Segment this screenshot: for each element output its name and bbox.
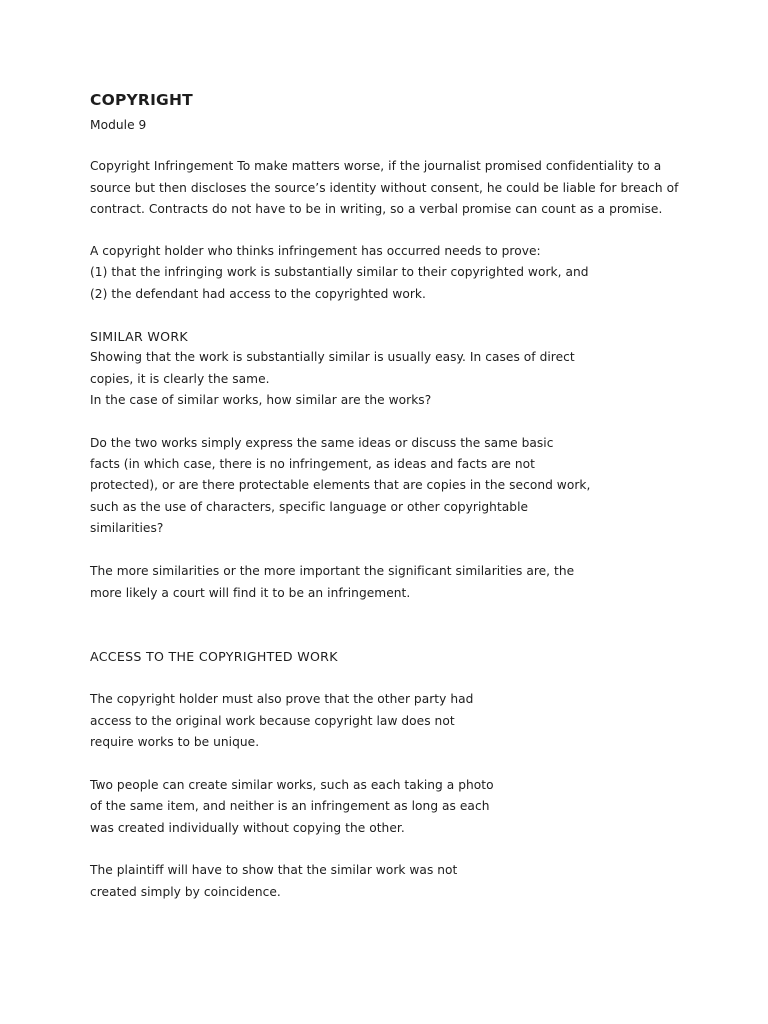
intro-line-2: source but then discloses the source’s identity without consent, he could be liable for breach of bbox=[90, 181, 679, 195]
prove-line-3: (2) the defendant had access to the copyrighted work. bbox=[90, 287, 426, 301]
similar-p2-line-4: such as the use of characters, specific language or other copyrightable bbox=[90, 500, 529, 514]
access-p2-line-3: was created individually without copying the other. bbox=[90, 821, 405, 835]
similar-work-heading: SIMILAR WORK bbox=[90, 329, 188, 344]
access-p3-line-1: The plaintiff will have to show that the similar work was not bbox=[90, 863, 458, 877]
prove-line-1: A copyright holder who thinks infringement has occurred needs to prove: bbox=[90, 244, 541, 258]
document-title: COPYRIGHT bbox=[90, 91, 193, 109]
prove-line-2: (1) that the infringing work is substantially similar to their copyrighted work, and bbox=[90, 265, 589, 279]
similar-p2-line-2: facts (in which case, there is no infringement, as ideas and facts are not bbox=[90, 457, 536, 471]
access-p1-line-3: require works to be unique. bbox=[90, 735, 260, 749]
similar-p3-line-1: The more similarities or the more important the significant similarities are, the bbox=[90, 564, 575, 578]
similar-p1-line-2: copies, it is clearly the same. bbox=[90, 372, 270, 386]
intro-line-3: contract. Contracts do not have to be in writing, so a verbal promise can count as a promise. bbox=[90, 202, 663, 216]
similar-p1-line-3: In the case of similar works, how similar are the works? bbox=[90, 393, 432, 407]
similar-p2-line-3: protected), or are there protectable elements that are copies in the second work, bbox=[90, 478, 591, 492]
access-heading: ACCESS TO THE COPYRIGHTED WORK bbox=[90, 649, 338, 664]
module-label: Module 9 bbox=[90, 118, 147, 132]
access-p1-line-1: The copyright holder must also prove that the other party had bbox=[90, 692, 474, 706]
access-p2-line-2: of the same item, and neither is an infringement as long as each bbox=[90, 799, 490, 813]
similar-p3-line-2: more likely a court will find it to be an infringement. bbox=[90, 586, 411, 600]
access-p1-line-2: access to the original work because copyright law does not bbox=[90, 714, 455, 728]
similar-p2-line-5: similarities? bbox=[90, 521, 164, 535]
intro-line-1: Copyright Infringement To make matters worse, if the journalist promised confidentiality to a bbox=[90, 159, 662, 173]
access-p2-line-1: Two people can create similar works, such as each taking a photo bbox=[90, 778, 494, 792]
similar-p1-line-1: Showing that the work is substantially similar is usually easy. In cases of direct bbox=[90, 350, 575, 364]
similar-p2-line-1: Do the two works simply express the same ideas or discuss the same basic bbox=[90, 436, 554, 450]
access-p3-line-2: created simply by coincidence. bbox=[90, 885, 281, 899]
